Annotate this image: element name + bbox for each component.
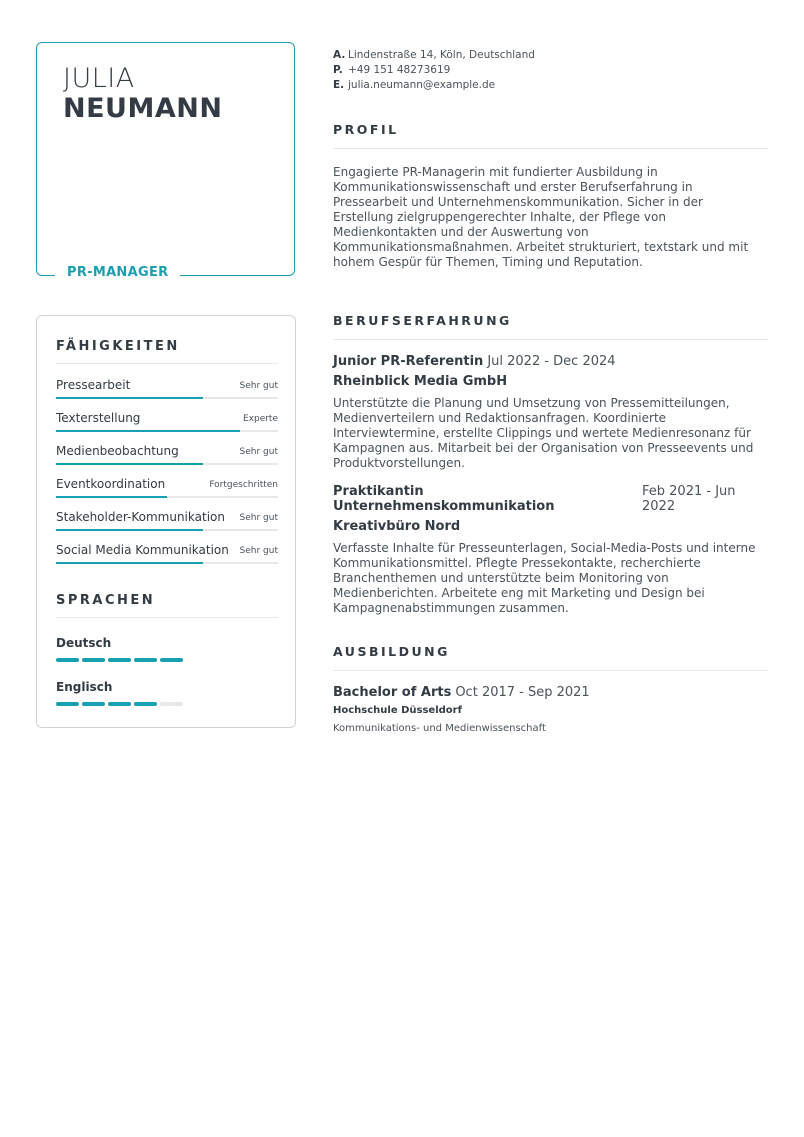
skills-panel xyxy=(36,315,296,728)
skill-bar-fill xyxy=(56,463,203,465)
skill-name: Eventkoordination xyxy=(56,477,166,491)
languages-divider xyxy=(56,617,278,618)
address-text: Lindenstraße 14, Köln, Deutschland xyxy=(348,49,535,61)
contact-key: A. xyxy=(333,49,346,61)
skill-level: Sehr gut xyxy=(239,513,278,523)
contact-address xyxy=(333,48,535,63)
contact-email xyxy=(333,78,535,93)
skill-bar-fill xyxy=(56,397,203,399)
skill-bar xyxy=(56,529,278,531)
skill-level: Sehr gut xyxy=(239,381,278,391)
skill-bar-fill xyxy=(56,430,240,432)
job-company: Rheinblick Media GmbH xyxy=(333,374,508,389)
education-institution: Hochschule Düsseldorf xyxy=(333,705,462,716)
phone-text[interactable]: +49 151 48273619 xyxy=(348,64,451,76)
language-item xyxy=(56,636,278,650)
skill-item xyxy=(56,477,278,503)
education-heading: AUSBILDUNG xyxy=(333,644,450,659)
language-name: Englisch xyxy=(56,680,113,694)
level-dot xyxy=(108,658,131,662)
skill-item xyxy=(56,510,278,536)
level-dot xyxy=(56,702,79,706)
level-dot xyxy=(82,658,105,662)
skill-name: Medienbeobachtung xyxy=(56,444,179,458)
skill-name: Social Media Kommunikation xyxy=(56,543,229,557)
language-level xyxy=(56,702,183,706)
job-dates: Feb 2021 - Jun 2022 xyxy=(642,484,736,514)
language-name: Deutsch xyxy=(56,636,112,650)
contact-block xyxy=(333,48,535,93)
contact-key: P. xyxy=(333,64,343,76)
job-company: Kreativbüro Nord xyxy=(333,519,461,534)
job-title: Junior PR-Referentin xyxy=(333,354,484,369)
skill-item xyxy=(56,444,278,470)
skill-bar xyxy=(56,496,278,498)
level-dot xyxy=(108,702,131,706)
skill-item xyxy=(56,411,278,437)
skills-divider xyxy=(56,363,278,364)
skill-item xyxy=(56,543,278,569)
level-dot xyxy=(160,658,183,662)
skill-bar-fill xyxy=(56,562,203,564)
job-title: PR-MANAGER xyxy=(55,265,180,280)
skill-bar xyxy=(56,430,278,432)
email-link[interactable]: julia.neumann@example.de xyxy=(348,79,496,91)
contact-phone xyxy=(333,63,535,78)
level-dot xyxy=(56,658,79,662)
education-divider xyxy=(333,670,768,671)
profile-heading: PROFIL xyxy=(333,122,399,137)
level-dot xyxy=(134,702,157,706)
skill-level: Sehr gut xyxy=(239,447,278,457)
skill-bar-fill xyxy=(56,529,203,531)
language-item xyxy=(56,680,278,694)
skill-bar-fill xyxy=(56,496,167,498)
language-level xyxy=(56,658,183,662)
first-name: JULIA xyxy=(63,63,135,94)
skill-bar xyxy=(56,463,278,465)
job-title: Praktikantin Unternehmenskommunikation xyxy=(333,484,555,514)
name-card xyxy=(36,42,295,280)
education-entry-header xyxy=(333,685,590,700)
skill-name: Pressearbeit xyxy=(56,378,131,392)
last-name: NEUMANN xyxy=(63,93,223,124)
skill-level: Fortgeschritten xyxy=(209,480,278,490)
level-dot xyxy=(134,658,157,662)
job-entry-1-header xyxy=(333,354,616,369)
education-dates: Oct 2017 - Sep 2021 xyxy=(455,685,590,700)
job-description: Verfasste Inhalte für Presseunterlagen, Social-Media-Posts und interne Kommunikationsmittel. Pflegte Pressekontakte, recherchierte Branchenthemen und unterstützte beim Monitoring von Medienberichten. Arbeitete eng mit Marketing und Design bei Kampagnenabstimmungen zusammen. xyxy=(333,541,756,615)
skill-name: Texterstellung xyxy=(56,411,141,425)
skill-bar xyxy=(56,562,278,564)
education-degree: Bachelor of Arts xyxy=(333,685,452,700)
skill-name: Stakeholder-Kommunikation xyxy=(56,510,225,524)
contact-key: E. xyxy=(333,79,345,91)
skill-item xyxy=(56,378,278,404)
profile-divider xyxy=(333,148,768,149)
education-field: Kommunikations- und Medienwissenschaft xyxy=(333,723,546,734)
experience-divider xyxy=(333,339,768,340)
skills-heading: FÄHIGKEITEN xyxy=(56,339,180,354)
level-dot xyxy=(82,702,105,706)
skill-bar xyxy=(56,397,278,399)
profile-text: Engagierte PR-Managerin mit fundierter Ausbildung in Kommunikationswissenschaft und erster Berufserfahrung in Pressearbeit und Unternehmenskommunikation. Sicher in der Erstellung zielgruppengerechter Inhalte, der Pflege von Medienkontakten und der Auswertung von Kommunikationsmaßnahmen. Arbeitet strukturiert, textstark und mit hohem Gespür für Themen, Timing und Reputation. xyxy=(333,165,749,269)
skill-level: Experte xyxy=(242,414,278,424)
job-description: Unterstützte die Planung und Umsetzung von Pressemitteilungen, Medienverteilern und Redaktionsanfragen. Koordinierte Interviewtermine, erstellte Clippings und wertete Medienresonanz für Kampagnen aus. Mitarbeit bei der Organisation von Presseevents und Produktvorstellungen. xyxy=(333,396,754,470)
experience-heading: BERUFSERFAHRUNG xyxy=(333,313,512,328)
skill-level: Sehr gut xyxy=(239,546,278,556)
languages-heading: SPRACHEN xyxy=(56,593,156,608)
job-dates: Jul 2022 - Dec 2024 xyxy=(487,354,616,369)
level-dot xyxy=(160,702,183,706)
